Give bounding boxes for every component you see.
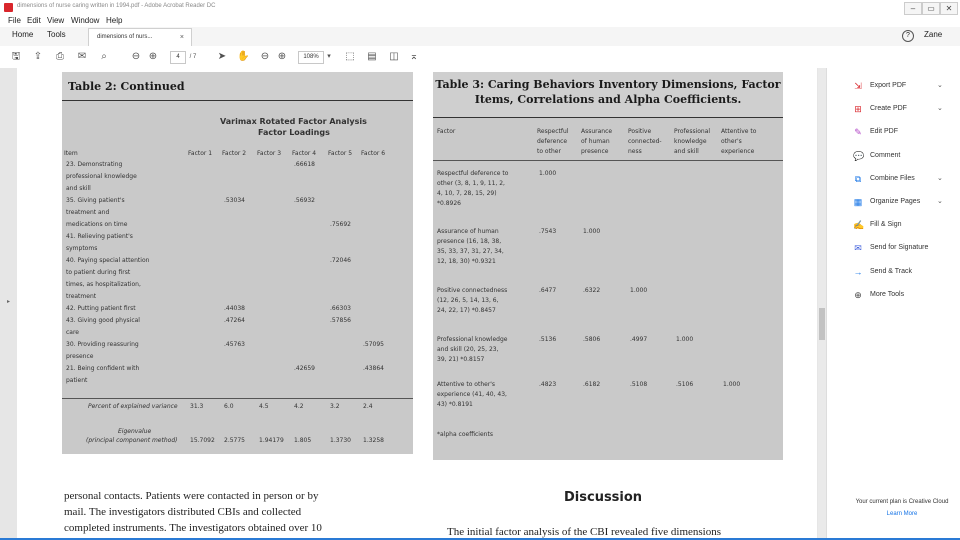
email-icon[interactable]: ✉ <box>77 51 87 62</box>
title-bar <box>0 0 960 17</box>
menu-view[interactable]: View <box>47 16 65 25</box>
eigenvalue-value: 15.7092 <box>190 437 215 444</box>
table2-row-item: 42. Putting patient first <box>66 305 136 312</box>
table2-cell: .66618 <box>294 161 315 168</box>
table2-row-item: 43. Giving good physical <box>66 317 140 324</box>
document-tab-label: dimensions of nurs... <box>97 34 153 40</box>
tool-more-tools[interactable] <box>827 287 960 303</box>
save-icon[interactable]: 🖫 <box>11 51 21 62</box>
create-pdf-label: Create PDF <box>870 105 907 113</box>
eigenvalue-method-label: (principal component method) <box>86 437 178 444</box>
user-name[interactable]: Zane <box>924 30 943 39</box>
variance-label: Percent of explained variance <box>88 403 178 410</box>
create-pdf-chevron-icon[interactable]: ⌄ <box>937 105 943 113</box>
read-mode-icon[interactable]: ⌅ <box>409 51 419 62</box>
table3-title-1: Table 3: Caring Behaviors Inventory Dimensions, Factor <box>435 78 781 91</box>
table2-col-header: Factor 6 <box>361 150 386 157</box>
table2-cell: .42659 <box>294 365 315 372</box>
menu-help[interactable]: Help <box>106 16 123 25</box>
table3-row-label: experience (41, 40, 43, <box>437 391 507 398</box>
table3-row-label: 43) *0.8191 <box>437 401 473 408</box>
tool-fill-sign[interactable] <box>827 217 960 233</box>
table2-cell: .57856 <box>330 317 351 324</box>
table3-row-label: 12, 18, 30) *0.9321 <box>437 258 496 265</box>
tool-create-pdf[interactable] <box>827 101 960 117</box>
table2-row-item: to patient during first <box>66 269 131 276</box>
organize-pages-icon: ▦ <box>853 197 863 207</box>
table2-row-item: treatment and <box>66 209 110 216</box>
tool-comment[interactable] <box>827 148 960 164</box>
table3-row-label: Attentive to other's <box>437 381 496 388</box>
comment-icon: 💬 <box>853 150 865 161</box>
learn-more-link[interactable]: Learn More <box>886 511 918 517</box>
hand-tool-icon[interactable]: ✋ <box>237 51 250 62</box>
export-pdf-chevron-icon[interactable]: ⌄ <box>937 82 943 89</box>
tool-edit-pdf[interactable] <box>827 124 960 140</box>
plan-info <box>847 498 957 518</box>
table2-cell: .57095 <box>363 341 384 348</box>
zoom-level-input[interactable]: 108% <box>298 51 324 64</box>
table2-cell: .66303 <box>330 305 351 312</box>
table3-col-header: other's <box>721 138 742 145</box>
table3-row-label: other (3, 8, 1, 9, 11, 2, <box>437 180 505 187</box>
fill-sign-label: Fill & Sign <box>870 221 902 229</box>
table3-cell: .7543 <box>539 228 557 235</box>
table2-row-item: 21. Being confident with <box>66 365 140 372</box>
table3-footnote: *alpha coefficients <box>437 431 493 438</box>
menu-edit[interactable]: Edit <box>27 16 41 25</box>
table2-col-item: Item <box>64 150 78 157</box>
table3-scan <box>433 72 783 460</box>
table3-cell: .5806 <box>583 336 601 343</box>
table3-cell: .4823 <box>539 381 557 388</box>
table2-col-header: Factor 5 <box>328 150 353 157</box>
discussion-heading: Discussion <box>564 490 643 505</box>
table2-row-item: 35. Giving patient's <box>66 197 125 204</box>
table2-cell: .45763 <box>224 341 245 348</box>
table3-col-header: to other <box>537 148 561 155</box>
tool-export-pdf[interactable] <box>827 78 960 94</box>
zoom-in-icon[interactable]: ⊕ <box>277 51 287 62</box>
create-pdf-icon: ⊞ <box>854 104 862 115</box>
table3-col-header: and skill <box>674 148 699 155</box>
toolbar <box>0 46 960 69</box>
table3-col-header: of human <box>581 138 610 145</box>
variance-value: 4.2 <box>294 403 304 410</box>
table2-col-header: Factor 3 <box>257 150 282 157</box>
combine-files-icon: ⧉ <box>854 173 862 184</box>
table2-row-item: 40. Paying special attention <box>66 257 150 264</box>
scroll-mode-icon[interactable]: ▤ <box>367 51 377 62</box>
table3-col-header: deference <box>537 138 568 145</box>
discussion-text: The initial factor analysis of the CBI revealed five dimensions <box>447 526 722 538</box>
table3-col-header: knowledge <box>674 138 707 145</box>
table3-col-factor: Factor <box>437 128 456 135</box>
table3-cell: .6182 <box>583 381 601 388</box>
eigenvalue-value: 1.94179 <box>259 437 284 444</box>
table3-row-label: Positive connectedness <box>437 287 508 294</box>
table3-row-label: *0.8926 <box>437 200 461 207</box>
table2-heading-1: Varimax Rotated Factor Analysis <box>220 117 367 126</box>
table3-cell: 1.000 <box>723 381 741 388</box>
tab-home[interactable]: Home <box>12 30 34 39</box>
variance-value: 2.4 <box>363 403 373 410</box>
tab-tools[interactable]: Tools <box>47 30 66 39</box>
close-button[interactable]: ✕ <box>940 2 958 15</box>
zoom-out-icon[interactable]: ⊖ <box>260 51 270 62</box>
eigenvalue-value: 1.805 <box>294 437 312 444</box>
full-screen-icon[interactable]: ◫ <box>389 51 399 62</box>
variance-value: 3.2 <box>330 403 340 410</box>
menu-bar <box>0 16 960 27</box>
table2-title: Table 2: Continued <box>62 72 413 101</box>
combine-files-label: Combine Files <box>870 174 915 182</box>
tab-document[interactable] <box>88 28 192 46</box>
tab-bar <box>0 27 960 47</box>
eigenvalue-value: 1.3258 <box>363 437 384 444</box>
table3-col-header: ness <box>628 148 642 155</box>
organize-pages-label: Organize Pages <box>870 198 921 205</box>
table3-row-label: presence (16, 18, 38, <box>437 238 502 245</box>
variance-value: 6.0 <box>224 403 234 410</box>
table2-cell: .56932 <box>294 197 315 204</box>
pdf-page <box>17 68 817 540</box>
table3-col-header: presence <box>581 148 609 155</box>
table3-cell: .5108 <box>630 381 648 388</box>
table3-row-label: 4, 10, 7, 28, 15, 29) <box>437 190 497 197</box>
eigenvalue-value: 1.3730 <box>330 437 351 444</box>
table2-col-header: Factor 4 <box>292 150 317 157</box>
body-line-2: mail. The investigators distributed CBIs and collected <box>64 506 302 518</box>
table2-row-item: times, as hospitalization, <box>66 281 141 288</box>
table3-col-header: Positive <box>628 128 652 135</box>
fill-sign-icon: ✍ <box>853 220 865 231</box>
send-for-signature-icon: ✉ <box>854 243 862 254</box>
table2-row-item: care <box>66 329 80 336</box>
export-pdf-label: Export PDF <box>870 82 907 89</box>
table2-row-item: treatment <box>66 293 97 300</box>
table3-row-label: and skill (20, 25, 23, <box>437 346 499 353</box>
select-tool-icon[interactable]: ➤ <box>217 51 227 62</box>
more-tools-label: More Tools <box>870 290 905 298</box>
organize-pages-chevron-icon[interactable]: ⌄ <box>937 198 943 205</box>
help-icon[interactable]: ? <box>902 30 914 42</box>
table3-cell: 1.000 <box>583 228 601 235</box>
send-track-label: Send & Track <box>870 267 913 275</box>
table2-row-item: patient <box>66 377 88 384</box>
tool-send-track[interactable] <box>827 264 960 280</box>
table3-row-label: 39, 21) *0.8157 <box>437 356 485 363</box>
page-number-input[interactable]: 4 <box>170 51 186 64</box>
table3-row-label: 35, 33, 37, 31, 27, 34, <box>437 248 504 255</box>
table2-row-item: presence <box>66 353 94 360</box>
table2-cell: .75692 <box>330 221 351 228</box>
table3-cell: .6477 <box>539 287 557 294</box>
table3-header-line <box>433 160 783 161</box>
combine-files-chevron-icon[interactable]: ⌄ <box>937 174 943 182</box>
table2-row-item: and skill <box>66 185 91 192</box>
table2-row-item: symptoms <box>66 245 98 252</box>
table3-col-header: connected- <box>628 138 662 145</box>
table3-title-block <box>433 72 783 118</box>
edit-pdf-icon: ✎ <box>854 127 862 138</box>
eigenvalue-label: Eigenvalue <box>118 428 152 435</box>
send-track-icon: → <box>853 266 863 277</box>
table2-heading-2: Factor Loadings <box>258 128 330 137</box>
table3-row-label: (12, 26, 5, 14, 13, 6, <box>437 297 499 304</box>
table2-scan <box>62 72 413 454</box>
minimize-button[interactable]: – <box>904 2 922 15</box>
page-total: / 7 <box>189 54 197 60</box>
more-tools-icon: ⊕ <box>854 289 862 300</box>
table2-cell: .47264 <box>224 317 245 324</box>
table2-row-item: 30. Providing reassuring <box>66 341 139 348</box>
table3-row-label: Assurance of human <box>437 228 499 235</box>
tool-organize-pages[interactable] <box>827 194 960 210</box>
send-for-signature-label: Send for Signature <box>870 244 929 252</box>
table3-col-header: Respectful <box>537 128 569 135</box>
table2-col-header: Factor 2 <box>222 150 247 157</box>
body-line-1: personal contacts. Patients were contacted in person or by <box>64 490 319 502</box>
left-panel-toggle-icon[interactable]: ▸ <box>7 299 11 305</box>
table3-col-header: Assurance <box>581 128 613 135</box>
table2-row-item: 23. Demonstrating <box>66 161 123 168</box>
table2-row-item: 41. Relieving patient's <box>66 233 133 240</box>
table3-col-header: experience <box>721 148 755 155</box>
document-area[interactable] <box>0 68 820 540</box>
fit-page-icon[interactable]: ⬚ <box>345 51 355 62</box>
table2-cell: .43864 <box>363 365 384 372</box>
tool-combine-files[interactable] <box>827 171 960 187</box>
plan-text: Your current plan is Creative Cloud <box>855 499 949 505</box>
print-icon[interactable]: ⎙ <box>56 51 64 62</box>
table3-cell: 1.000 <box>630 287 648 294</box>
table2-row-item: professional knowledge <box>66 173 137 180</box>
export-pdf-icon: ⇲ <box>854 81 862 91</box>
table3-cell: .4997 <box>630 336 648 343</box>
table3-title-2: Items, Correlations and Alpha Coefficients. <box>474 93 742 106</box>
edit-pdf-label: Edit PDF <box>870 128 899 136</box>
body-text <box>64 488 322 536</box>
table2-cell: .53034 <box>224 197 245 204</box>
table2-col-header: Factor 1 <box>188 150 213 157</box>
table3-row-label: 24, 22, 17) *0.8457 <box>437 307 496 314</box>
table3-cell: .5136 <box>539 336 557 343</box>
table3-col-header: Professional <box>674 128 711 135</box>
table3-col-header: Attentive to <box>721 128 757 135</box>
restore-button[interactable]: ▭ <box>922 2 940 15</box>
table3-row-label: Professional knowledge <box>437 336 508 343</box>
menu-file[interactable]: File <box>8 16 21 25</box>
tool-send-for-signature[interactable] <box>827 240 960 256</box>
tools-pane <box>826 68 960 540</box>
table3-row-label: Respectful deference to <box>437 170 509 177</box>
table2-divider <box>62 398 413 399</box>
window-title: dimensions of nurse caring written in 1994.pdf - Adobe Acrobat Reader DC <box>17 3 216 9</box>
comment-label: Comment <box>870 151 901 159</box>
acrobat-logo-icon <box>4 3 13 12</box>
scrollbar-thumb[interactable] <box>819 308 825 340</box>
zoom-dropdown-icon[interactable]: ▾ <box>327 53 331 60</box>
body-line-3: completed instruments. The investigators obtained over 10 <box>64 522 322 534</box>
eigenvalue-value: 2.5775 <box>224 437 245 444</box>
upload-icon[interactable]: ⇪ <box>33 51 43 62</box>
table2-row-item: medications on time <box>66 221 128 228</box>
variance-value: 4.5 <box>259 403 269 410</box>
table3-cell: .5106 <box>676 381 694 388</box>
next-page-icon[interactable]: ⊕ <box>148 51 158 62</box>
vertical-scrollbar[interactable] <box>818 68 826 540</box>
menu-window[interactable]: Window <box>71 16 100 25</box>
document-tab-close-icon[interactable]: × <box>179 34 184 41</box>
table2-cell: .44038 <box>224 305 245 312</box>
variance-value: 31.3 <box>190 403 204 410</box>
previous-page-icon[interactable]: ⊖ <box>131 51 141 62</box>
table3-cell: .6322 <box>583 287 601 294</box>
table3-cell: 1.000 <box>676 336 694 343</box>
table3-cell: 1.000 <box>539 170 557 177</box>
table2-cell: .72046 <box>330 257 351 264</box>
search-icon[interactable]: ⌕ <box>101 51 107 62</box>
